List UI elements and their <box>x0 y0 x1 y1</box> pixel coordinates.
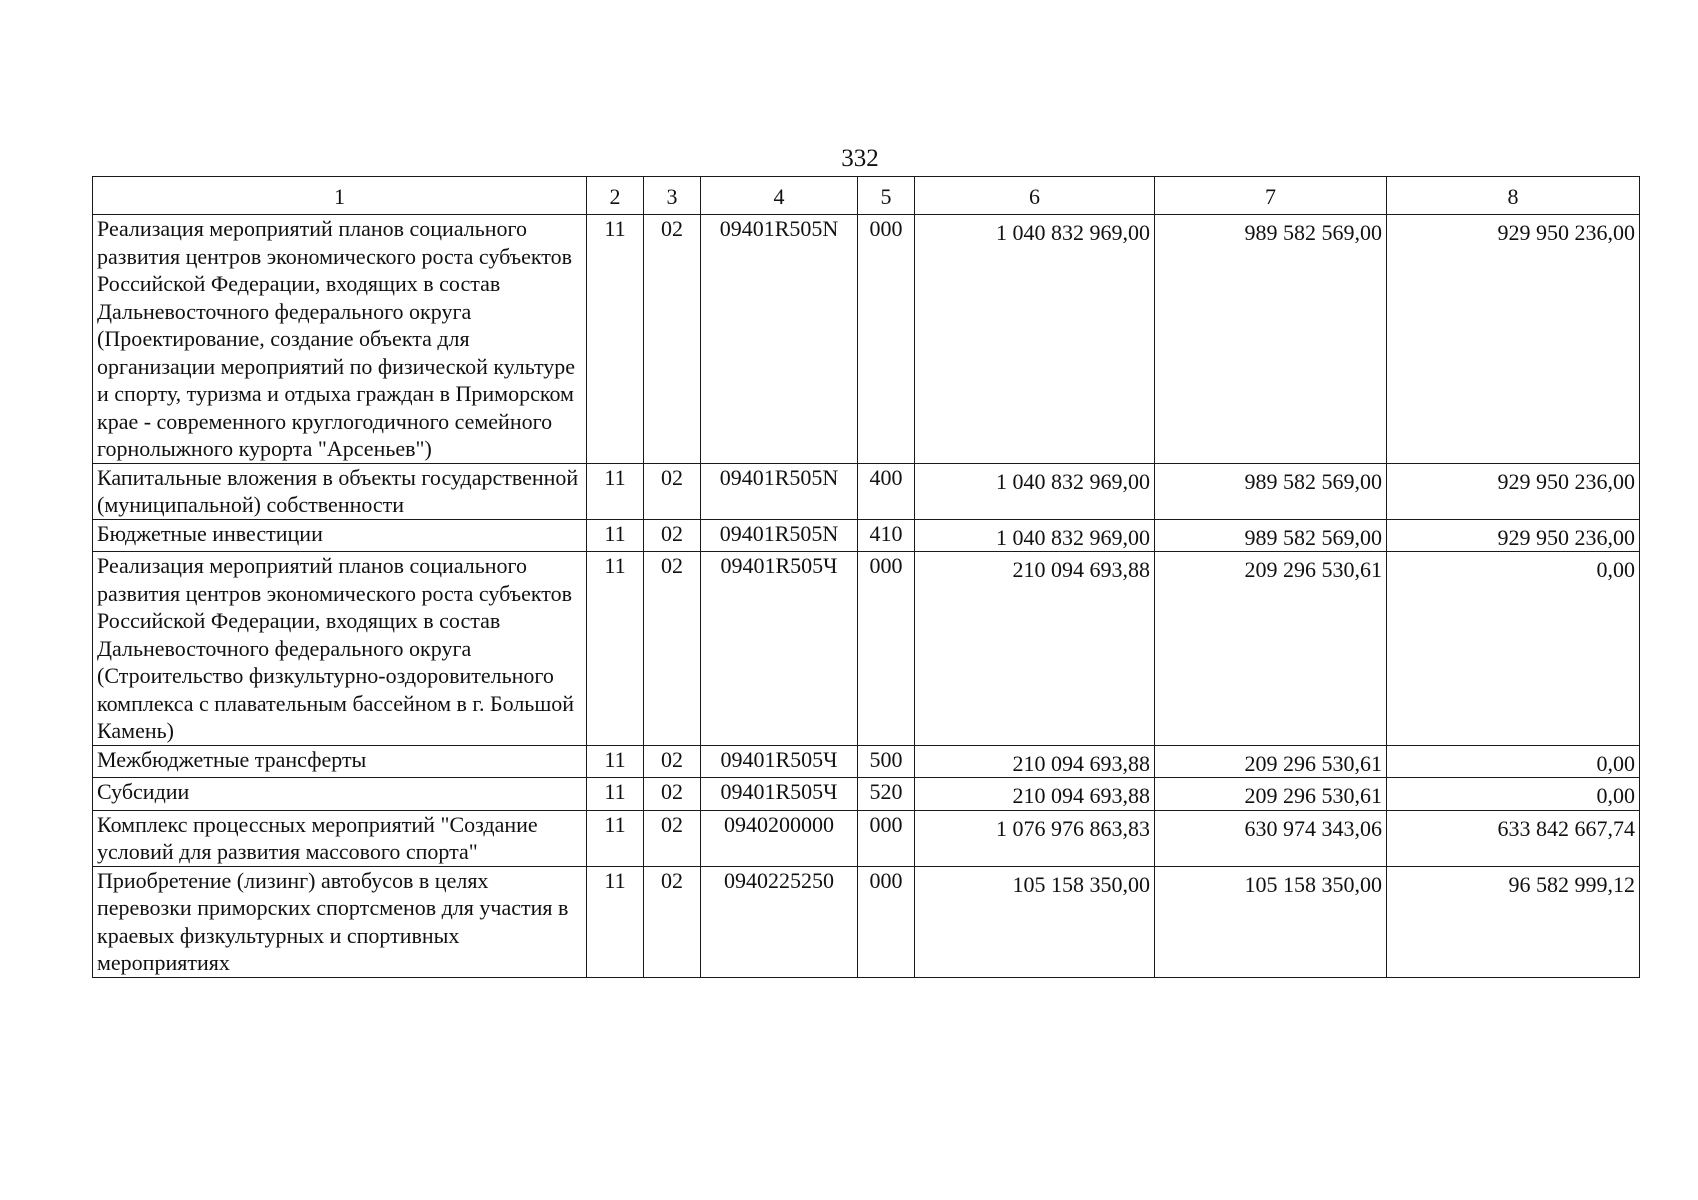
amount-value: 929 950 236,00 <box>1497 524 1635 550</box>
expense-type-code: 500 <box>858 745 915 778</box>
amount-col8 <box>1387 866 1640 977</box>
table-row <box>93 778 1640 811</box>
row-name: Субсидии <box>93 778 587 811</box>
expense-type-code: 520 <box>858 778 915 811</box>
section-code: 11 <box>587 745 644 778</box>
row-name: Реализация мероприятий планов социального развития центров экономического роста субъектов Российской Федерации, входящих в состав Дальневосточного федерального округа (Проектирование, создание объекта для организации мероприятий по физической культуре и спорту, туризма и отдыха граждан в Приморском крае - современного круглогодичного семейного горнолыжного курорта "Арсеньев") <box>93 215 587 464</box>
amount-col6 <box>915 552 1155 746</box>
amount-value: 989 582 569,00 <box>1244 524 1382 550</box>
amount-value: 210 094 693,88 <box>1012 557 1150 582</box>
page-number: 332 <box>841 145 879 172</box>
amount-col6 <box>915 866 1155 977</box>
target-article-code: 0940225250 <box>701 866 858 977</box>
amount-value: 105 158 350,00 <box>1012 871 1150 897</box>
section-code: 11 <box>587 519 644 552</box>
amount-col6 <box>915 215 1155 464</box>
subsection-code: 02 <box>644 463 701 519</box>
amount-col6 <box>915 745 1155 778</box>
column-header-6: 6 <box>915 177 1155 215</box>
amount-value: 989 582 569,00 <box>1244 220 1382 245</box>
column-header-7: 7 <box>1155 177 1387 215</box>
table-row <box>93 552 1640 746</box>
row-name: Межбюджетные трансферты <box>93 745 587 778</box>
table-row <box>93 215 1640 464</box>
amount-col8 <box>1387 519 1640 552</box>
amount-value: 209 296 530,61 <box>1244 557 1382 582</box>
amount-value: 96 582 999,12 <box>1508 871 1635 897</box>
amount-col6 <box>915 519 1155 552</box>
subsection-code: 02 <box>644 552 701 746</box>
expense-type-code: 000 <box>858 215 915 464</box>
amount-col7 <box>1155 810 1387 866</box>
subsection-code: 02 <box>644 778 701 811</box>
amount-col8 <box>1387 552 1640 746</box>
amount-col7 <box>1155 215 1387 464</box>
amount-col8 <box>1387 778 1640 811</box>
amount-value: 1 076 976 863,83 <box>996 815 1150 841</box>
header-row <box>93 177 1640 215</box>
amount-col7 <box>1155 866 1387 977</box>
section-code: 11 <box>587 215 644 464</box>
column-header-1: 1 <box>93 177 587 215</box>
section-code: 11 <box>587 778 644 811</box>
subsection-code: 02 <box>644 519 701 552</box>
expense-type-code: 000 <box>858 810 915 866</box>
amount-value: 989 582 569,00 <box>1244 468 1382 494</box>
amount-value: 1 040 832 969,00 <box>996 524 1150 550</box>
table-row <box>93 866 1640 977</box>
amount-col7 <box>1155 552 1387 746</box>
section-code: 11 <box>587 810 644 866</box>
column-header-5: 5 <box>858 177 915 215</box>
table-row <box>93 463 1640 519</box>
amount-col7 <box>1155 745 1387 778</box>
amount-col6 <box>915 463 1155 519</box>
expense-type-code: 000 <box>858 866 915 977</box>
section-code: 11 <box>587 866 644 977</box>
amount-value: 0,00 <box>1596 783 1635 808</box>
table-row <box>93 519 1640 552</box>
amount-value: 1 040 832 969,00 <box>996 220 1150 245</box>
amount-value: 929 950 236,00 <box>1497 468 1635 494</box>
amount-value: 630 974 343,06 <box>1244 815 1382 841</box>
column-header-8: 8 <box>1387 177 1640 215</box>
budget-table <box>92 176 1640 978</box>
column-header-2: 2 <box>587 177 644 215</box>
expense-type-code: 000 <box>858 552 915 746</box>
amount-col6 <box>915 810 1155 866</box>
amount-value: 105 158 350,00 <box>1244 871 1382 897</box>
target-article-code: 09401R505Ч <box>701 552 858 746</box>
amount-value: 0,00 <box>1596 750 1635 776</box>
amount-col8 <box>1387 215 1640 464</box>
section-code: 11 <box>587 463 644 519</box>
amount-value: 0,00 <box>1596 557 1635 582</box>
amount-value: 929 950 236,00 <box>1497 220 1635 245</box>
target-article-code: 0940200000 <box>701 810 858 866</box>
row-name: Реализация мероприятий планов социального развития центров экономического роста субъектов Российской Федерации, входящих в состав Дальневосточного федерального округа (Строительство физкультурно-оздоровительного комплекса с плавательным бассейном в г. Большой Камень) <box>93 552 587 746</box>
subsection-code: 02 <box>644 745 701 778</box>
row-name: Бюджетные инвестиции <box>93 519 587 552</box>
amount-value: 210 094 693,88 <box>1012 750 1150 776</box>
column-header-4: 4 <box>701 177 858 215</box>
amount-col8 <box>1387 745 1640 778</box>
amount-col8 <box>1387 810 1640 866</box>
amount-value: 209 296 530,61 <box>1244 783 1382 808</box>
amount-col8 <box>1387 463 1640 519</box>
target-article-code: 09401R505Ч <box>701 745 858 778</box>
column-header-3: 3 <box>644 177 701 215</box>
row-name: Приобретение (лизинг) автобусов в целях перевозки приморских спортсменов для участия в краевых физкультурных и спортивных мероприятиях <box>93 866 587 977</box>
subsection-code: 02 <box>644 866 701 977</box>
target-article-code: 09401R505N <box>701 519 858 552</box>
amount-value: 209 296 530,61 <box>1244 750 1382 776</box>
amount-col7 <box>1155 463 1387 519</box>
amount-value: 210 094 693,88 <box>1012 783 1150 808</box>
subsection-code: 02 <box>644 215 701 464</box>
target-article-code: 09401R505N <box>701 215 858 464</box>
table-row <box>93 745 1640 778</box>
amount-value: 633 842 667,74 <box>1497 815 1635 841</box>
amount-col7 <box>1155 778 1387 811</box>
expense-type-code: 410 <box>858 519 915 552</box>
expense-type-code: 400 <box>858 463 915 519</box>
amount-value: 1 040 832 969,00 <box>996 468 1150 494</box>
row-name: Комплекс процессных мероприятий "Создание условий для развития массового спорта" <box>93 810 587 866</box>
amount-col7 <box>1155 519 1387 552</box>
table-row <box>93 810 1640 866</box>
subsection-code: 02 <box>644 810 701 866</box>
amount-col6 <box>915 778 1155 811</box>
target-article-code: 09401R505N <box>701 463 858 519</box>
section-code: 11 <box>587 552 644 746</box>
target-article-code: 09401R505Ч <box>701 778 858 811</box>
row-name: Капитальные вложения в объекты государственной (муниципальной) собственности <box>93 463 587 519</box>
